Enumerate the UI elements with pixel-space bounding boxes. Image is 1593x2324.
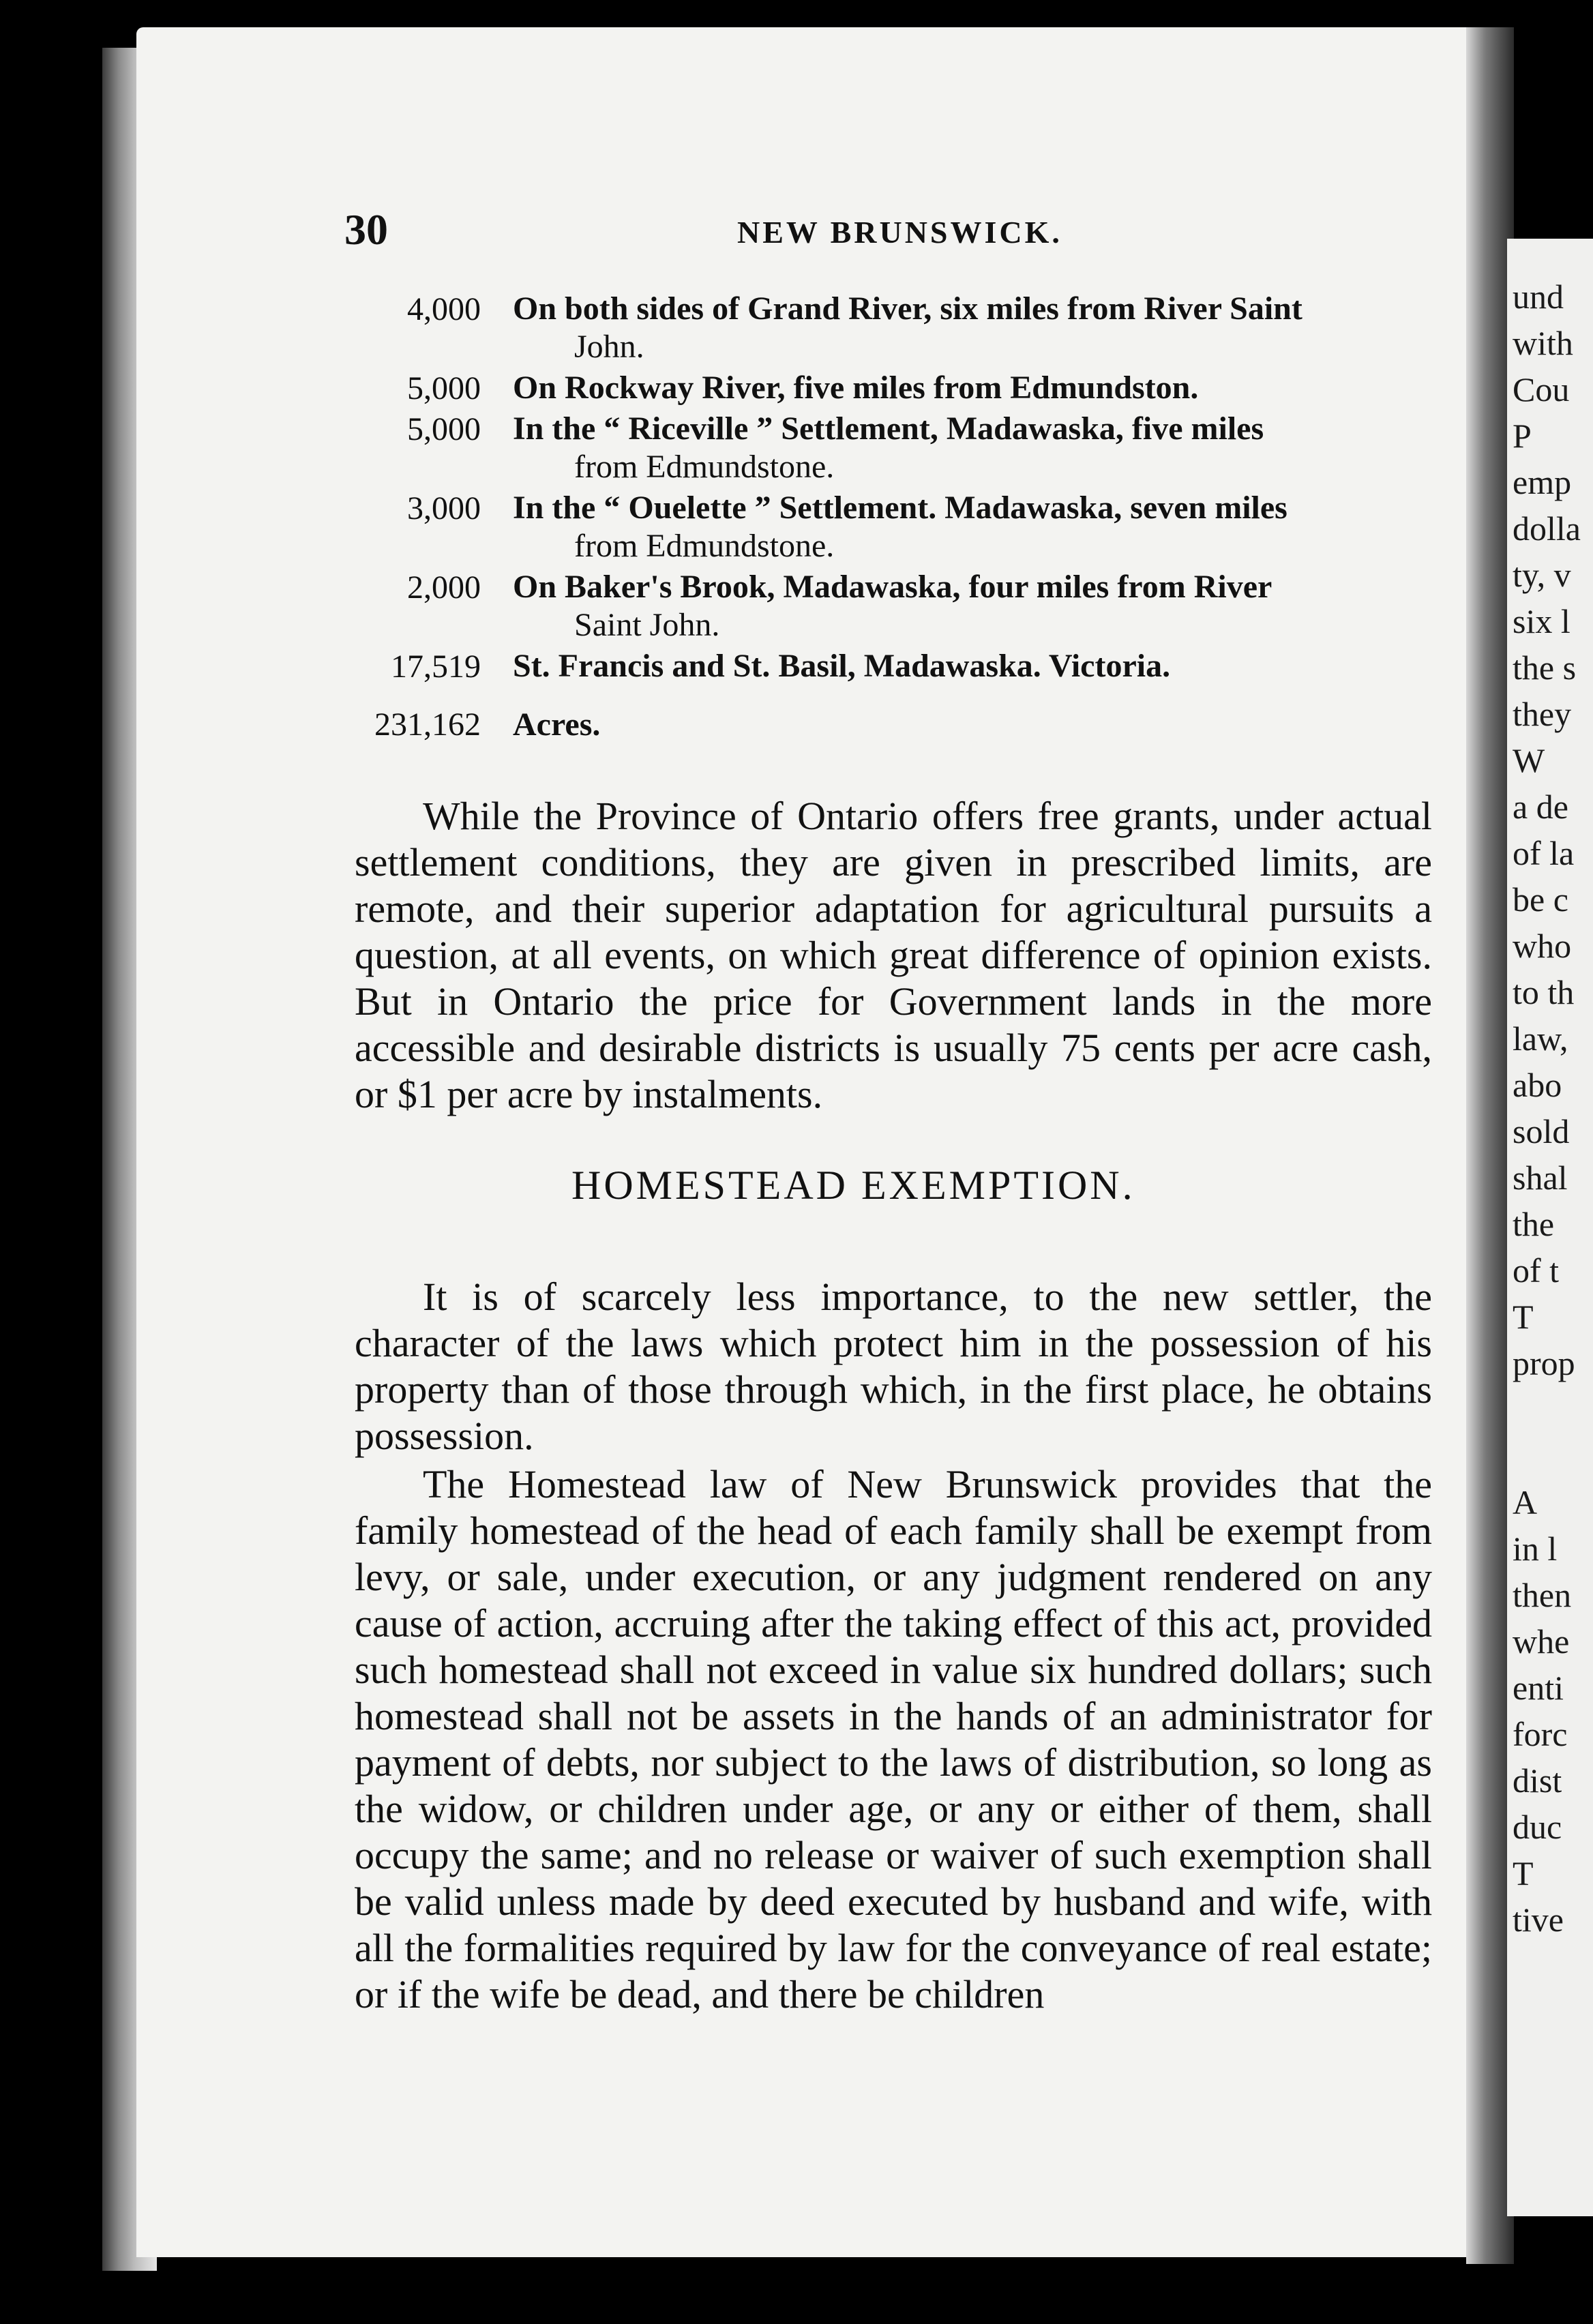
total-amount: 231,162	[374, 706, 481, 743]
facing-page-fragment: tive	[1513, 1901, 1564, 1939]
paragraph-ontario-grants: While the Province of Ontario offers free grants, under actual settlement conditions, they are given in prescribed limits, are remote, and their superior adaptation for agricultural pursuits a question, at all events, on which great difference of opinion exists. But in Ontario the price for Government lands in the more accessible and desirable districts is usually 75 cents per acre cash, or $1 per acre by instalments.	[355, 794, 1432, 1116]
facing-page-fragment: whe	[1513, 1622, 1570, 1660]
acreage-description: In the “ Riceville ” Settlement, Madawaska, five miles	[513, 411, 1264, 447]
acreage-list	[344, 290, 1435, 688]
paragraph-homestead-law: The Homestead law of New Brunswick provides that the family homestead of the head of each family shall be exempt from levy, or sale, under execution, or any judgment rendered on any cause of action, accruing after the taking effect of this act, provided such homestead shall not exceed in value six hundred dollars; such homestead shall not be assets in the hands of an administrator for payment of debts, nor subject to the laws of distribution, so long as the widow, or children under age, or any or either of them, shall occupy the same; and no release or waiver of such exemption shall be valid unless made by deed executed by husband and wife, with all the formalities required by law for the conveyance of real estate; or if the wife be dead, and there be children	[355, 1462, 1432, 2016]
facing-page-fragment: who	[1513, 927, 1572, 965]
facing-page-fragment: dist	[1513, 1761, 1562, 1800]
acreage-row	[344, 568, 1435, 644]
facing-page-fragment: duc	[1513, 1808, 1562, 1846]
acreage-row	[344, 290, 1435, 366]
acreage-description-continued: Saint John.	[574, 607, 720, 643]
facing-page-fragment: they	[1513, 695, 1572, 733]
acreage-amount: 5,000	[407, 411, 481, 447]
facing-page-fragment: und	[1513, 278, 1564, 316]
facing-page-fragment: prop	[1513, 1344, 1575, 1382]
acreage-description: On both sides of Grand River, six miles from River Saint	[513, 290, 1302, 327]
acreage-amount: 5,000	[407, 370, 481, 406]
acreage-description: On Baker's Brook, Madawaska, four miles from River	[513, 569, 1272, 605]
facing-page-fragment: in l	[1513, 1530, 1558, 1568]
facing-page-fragment: dolla	[1513, 509, 1581, 548]
running-head: NEW BRUNSWICK.	[737, 215, 1062, 250]
facing-page-fragment: the s	[1513, 649, 1577, 687]
acreage-description: On Rockway River, five miles from Edmundston.	[513, 370, 1199, 406]
facing-page-fragment: emp	[1513, 463, 1572, 501]
facing-page-fragment: with	[1513, 324, 1573, 362]
facing-page-fragment: ty, v	[1513, 556, 1571, 594]
facing-page-fragment: the	[1513, 1205, 1555, 1243]
facing-page-fragment: P	[1513, 417, 1532, 455]
acreage-row	[344, 410, 1435, 486]
facing-page-fragment: to th	[1513, 973, 1575, 1011]
page-header	[344, 205, 1435, 259]
acreage-amount: 17,519	[391, 649, 481, 685]
section-heading: HOMESTEAD EXEMPTION.	[571, 1163, 1135, 1208]
facing-page-fragment: sold	[1513, 1112, 1570, 1150]
facing-page-fragment: a de	[1513, 788, 1568, 826]
facing-page-fragment: enti	[1513, 1669, 1564, 1707]
acreage-description-continued: from Edmundstone.	[574, 528, 835, 564]
facing-page-fragment: forc	[1513, 1715, 1568, 1753]
acreage-description-continued: from Edmundstone.	[574, 449, 835, 485]
acreage-amount: 3,000	[407, 490, 481, 526]
facing-page-fragment: then	[1513, 1576, 1572, 1614]
page-number: 30	[344, 205, 388, 254]
acreage-description: St. Francis and St. Basil, Madawaska. Victoria.	[513, 648, 1171, 684]
facing-page-fragment: be c	[1513, 880, 1568, 919]
facing-page-fragment: A	[1513, 1483, 1538, 1521]
facing-page-fragment: of la	[1513, 834, 1575, 872]
facing-page-fragment: T	[1513, 1298, 1534, 1336]
facing-page	[1507, 239, 1593, 2216]
acreage-amount: 2,000	[407, 569, 481, 606]
facing-page-fragment: shal	[1513, 1159, 1568, 1197]
acreage-description: In the “ Ouelette ” Settlement. Madawaska, seven miles	[513, 490, 1287, 526]
facing-page-fragment: T	[1513, 1854, 1534, 1892]
facing-page-fragment: abo	[1513, 1066, 1562, 1104]
paragraph-importance: It is of scarcely less importance, to the new settler, the character of the laws which protect him in the possession of his property than of those through which, in the first place, he obtains possession.	[355, 1275, 1432, 1458]
acreage-amount: 4,000	[407, 291, 481, 327]
acreage-row	[344, 489, 1435, 565]
total-unit: Acres.	[513, 706, 601, 743]
facing-page-fragment: Cou	[1513, 370, 1570, 408]
facing-page-fragment: of t	[1513, 1251, 1560, 1290]
acreage-row	[344, 647, 1435, 685]
facing-page-fragment: law,	[1513, 1019, 1568, 1058]
facing-page-fragment: six l	[1513, 602, 1570, 640]
acreage-row	[344, 369, 1435, 407]
acreage-description-continued: John.	[574, 329, 644, 365]
facing-page-fragment: W	[1513, 741, 1545, 779]
